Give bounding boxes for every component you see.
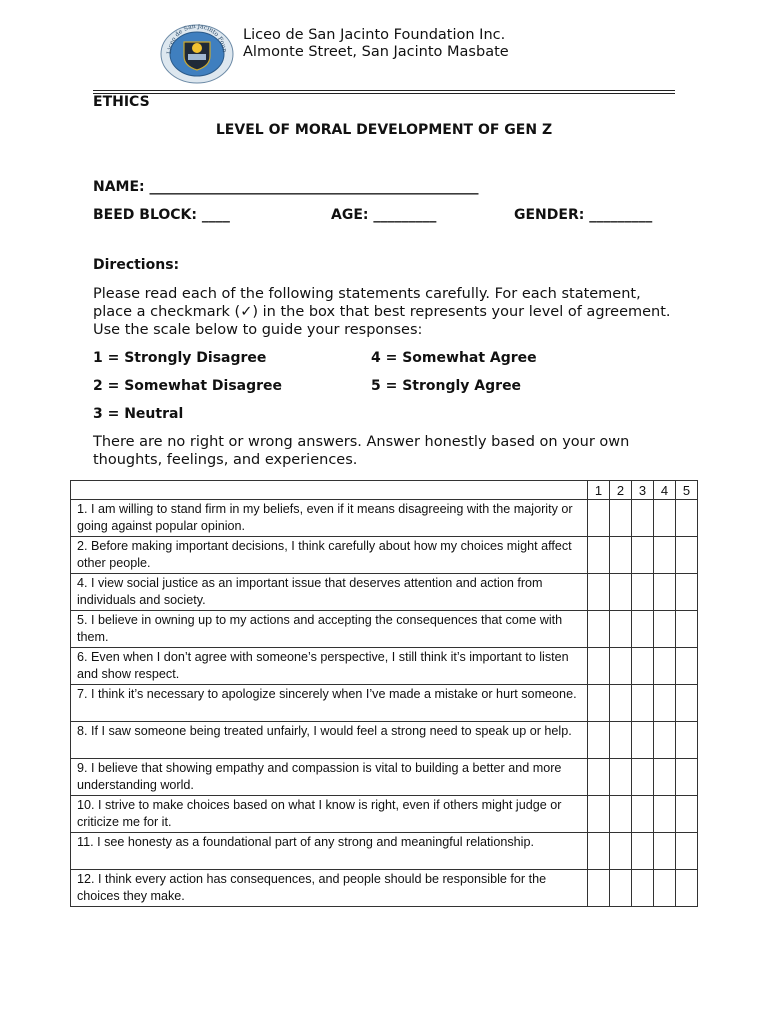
- column-1-header: 1: [588, 481, 610, 500]
- column-5-header: 5: [676, 481, 698, 500]
- rating-checkbox-1[interactable]: [588, 500, 610, 537]
- rating-checkbox-5[interactable]: [676, 870, 698, 907]
- rating-checkbox-4[interactable]: [654, 500, 676, 537]
- rating-checkbox-3[interactable]: [632, 870, 654, 907]
- column-3-header: 3: [632, 481, 654, 500]
- rating-checkbox-2[interactable]: [610, 870, 632, 907]
- rating-checkbox-1[interactable]: [588, 537, 610, 574]
- statement-cell: 10. I strive to make choices based on what I know is right, even if others might judge or criticize me for it.: [71, 796, 588, 833]
- rating-checkbox-1[interactable]: [588, 833, 610, 870]
- rating-checkbox-3[interactable]: [632, 796, 654, 833]
- rating-checkbox-2[interactable]: [610, 574, 632, 611]
- statement-cell: 1. I am willing to stand firm in my beliefs, even if it means disagreeing with the majority or going against popular opinion.: [71, 500, 588, 537]
- subject-label: ETHICS: [93, 94, 150, 110]
- rating-checkbox-1[interactable]: [588, 648, 610, 685]
- table-row: [71, 833, 698, 870]
- rating-checkbox-5[interactable]: [676, 685, 698, 722]
- rating-checkbox-4[interactable]: [654, 796, 676, 833]
- rating-checkbox-3[interactable]: [632, 648, 654, 685]
- rating-checkbox-4[interactable]: [654, 722, 676, 759]
- statement-cell: 8. If I saw someone being treated unfairly, I would feel a strong need to speak up or help.: [71, 722, 588, 759]
- rating-checkbox-4[interactable]: [654, 574, 676, 611]
- page-title: LEVEL OF MORAL DEVELOPMENT OF GEN Z: [215, 122, 553, 138]
- rating-checkbox-5[interactable]: [676, 833, 698, 870]
- statement-cell: 11. I see honesty as a foundational part of any strong and meaningful relationship.: [71, 833, 588, 870]
- rating-checkbox-3[interactable]: [632, 722, 654, 759]
- statement-cell: 7. I think it’s necessary to apologize sincerely when I’ve made a mistake or hurt someone.: [71, 685, 588, 722]
- rating-checkbox-1[interactable]: [588, 796, 610, 833]
- rating-checkbox-5[interactable]: [676, 759, 698, 796]
- rating-checkbox-1[interactable]: [588, 870, 610, 907]
- statement-cell: 12. I think every action has consequences, and people should be responsible for the choices they make.: [71, 870, 588, 907]
- table-row: [71, 574, 698, 611]
- rating-checkbox-4[interactable]: [654, 833, 676, 870]
- rating-checkbox-1[interactable]: [588, 611, 610, 648]
- table-row: [71, 648, 698, 685]
- directions-note: There are no right or wrong answers. Answer honestly based on your own thoughts, feelings, and experiences.: [93, 434, 630, 468]
- rating-checkbox-4[interactable]: [654, 537, 676, 574]
- column-2-header: 2: [610, 481, 632, 500]
- rating-checkbox-1[interactable]: [588, 759, 610, 796]
- rating-checkbox-2[interactable]: [610, 796, 632, 833]
- table-row: [71, 500, 698, 537]
- school-seal-icon: [160, 24, 234, 84]
- rating-checkbox-5[interactable]: [676, 648, 698, 685]
- rating-checkbox-5[interactable]: [676, 722, 698, 759]
- directions-text: Please read each of the following statements carefully. For each statement, place a checkmark (✓) in the box that best represents your level of agreement. Use the scale below to guide your responses:: [93, 286, 671, 338]
- table-row: [71, 611, 698, 648]
- table-row: [71, 537, 698, 574]
- rating-checkbox-5[interactable]: [676, 796, 698, 833]
- statement-cell: 2. Before making important decisions, I think carefully about how my choices might affect other people.: [71, 537, 588, 574]
- rating-checkbox-3[interactable]: [632, 833, 654, 870]
- rating-checkbox-3[interactable]: [632, 685, 654, 722]
- scale-4: 4 = Somewhat Agree: [371, 350, 537, 366]
- rating-checkbox-2[interactable]: [610, 611, 632, 648]
- rating-checkbox-5[interactable]: [676, 611, 698, 648]
- rating-checkbox-2[interactable]: [610, 833, 632, 870]
- statement-cell: 6. Even when I don’t agree with someone’s perspective, I still think it’s important to listen and show respect.: [71, 648, 588, 685]
- table-row: [71, 759, 698, 796]
- table-row: [71, 685, 698, 722]
- school-info: [243, 27, 509, 61]
- age-field[interactable]: AGE: _________: [331, 207, 437, 223]
- scale-1: 1 = Strongly Disagree: [93, 350, 267, 366]
- rating-checkbox-4[interactable]: [654, 685, 676, 722]
- scale-3: 3 = Neutral: [93, 406, 184, 422]
- rating-checkbox-4[interactable]: [654, 759, 676, 796]
- scale-2: 2 = Somewhat Disagree: [93, 378, 283, 394]
- statement-cell: 4. I view social justice as an important issue that deserves attention and action from individuals and society.: [71, 574, 588, 611]
- table-row: [71, 722, 698, 759]
- survey-body: [71, 481, 698, 907]
- rating-checkbox-3[interactable]: [632, 611, 654, 648]
- table-row: [71, 870, 698, 907]
- rating-checkbox-2[interactable]: [610, 685, 632, 722]
- rating-checkbox-5[interactable]: [676, 574, 698, 611]
- rating-checkbox-2[interactable]: [610, 759, 632, 796]
- rating-checkbox-2[interactable]: [610, 722, 632, 759]
- block-field[interactable]: BEED BLOCK: ____: [93, 207, 230, 223]
- survey-table: [70, 480, 698, 907]
- header-divider: [93, 90, 675, 94]
- school-name: Liceo de San Jacinto Foundation Inc.: [243, 27, 506, 43]
- gender-field[interactable]: GENDER: _________: [514, 207, 653, 223]
- column-4-header: 4: [654, 481, 676, 500]
- rating-checkbox-5[interactable]: [676, 500, 698, 537]
- rating-checkbox-2[interactable]: [610, 648, 632, 685]
- rating-checkbox-3[interactable]: [632, 500, 654, 537]
- seal-lettering: Liceo de San Jacinto Foun: [165, 24, 228, 55]
- scale-5: 5 = Strongly Agree: [371, 378, 522, 394]
- rating-checkbox-2[interactable]: [610, 500, 632, 537]
- rating-checkbox-5[interactable]: [676, 537, 698, 574]
- statement-cell: 9. I believe that showing empathy and compassion is vital to building a better and more understanding world.: [71, 759, 588, 796]
- table-row: [71, 796, 698, 833]
- statement-header: [71, 481, 588, 500]
- name-field[interactable]: NAME: _______________________________________________: [93, 179, 479, 195]
- rating-checkbox-3[interactable]: [632, 759, 654, 796]
- rating-checkbox-1[interactable]: [588, 722, 610, 759]
- statement-cell: 5. I believe in owning up to my actions and accepting the consequences that come with them.: [71, 611, 588, 648]
- rating-checkbox-1[interactable]: [588, 685, 610, 722]
- letterhead: [160, 24, 580, 86]
- rating-checkbox-1[interactable]: [588, 574, 610, 611]
- rating-checkbox-4[interactable]: [654, 611, 676, 648]
- rating-checkbox-4[interactable]: [654, 870, 676, 907]
- rating-checkbox-4[interactable]: [654, 648, 676, 685]
- directions-heading: Directions:: [93, 257, 180, 273]
- table-header-row: [71, 481, 698, 500]
- rating-checkbox-3[interactable]: [632, 537, 654, 574]
- rating-checkbox-3[interactable]: [632, 574, 654, 611]
- rating-checkbox-2[interactable]: [610, 537, 632, 574]
- school-address: Almonte Street, San Jacinto Masbate: [243, 44, 509, 60]
